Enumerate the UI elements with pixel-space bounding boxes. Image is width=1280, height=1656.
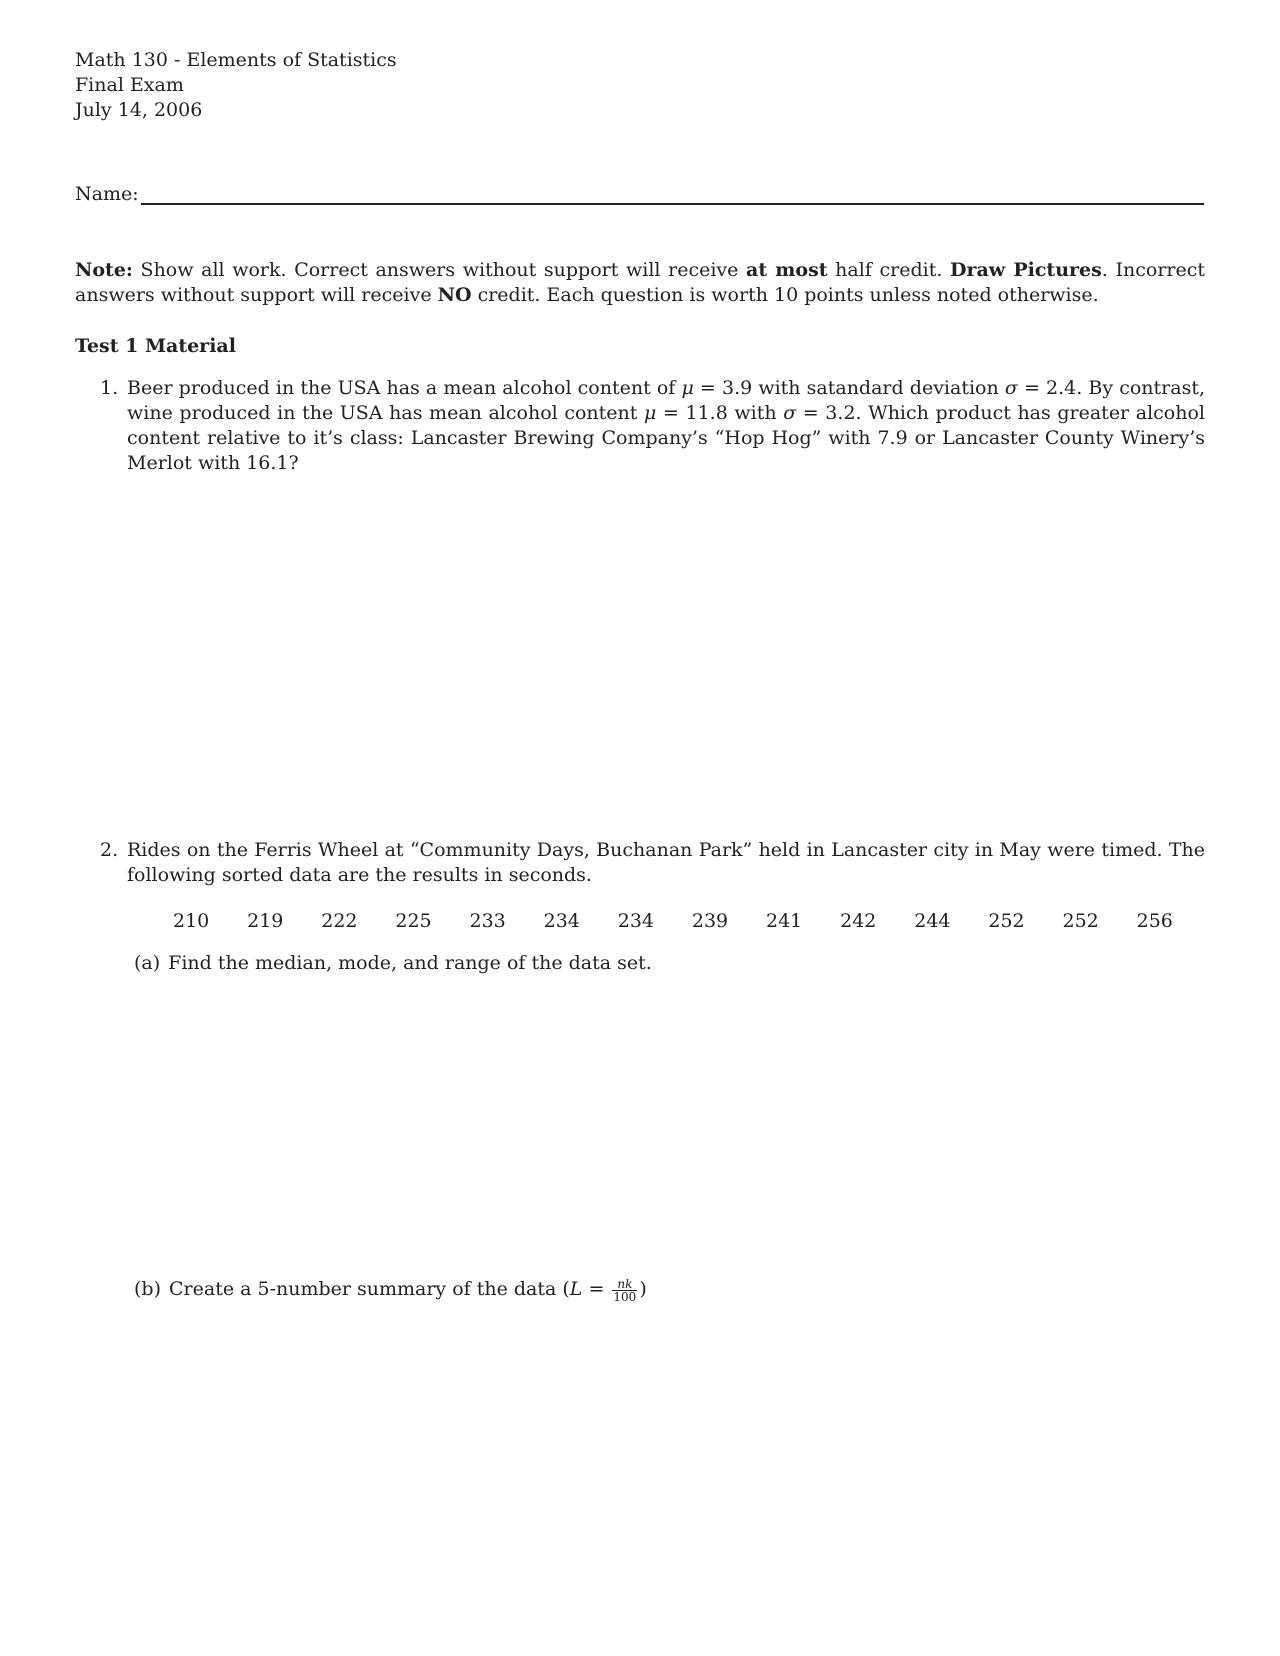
course-title: Math 130 - Elements of Statistics bbox=[75, 49, 397, 71]
formula-fraction bbox=[612, 1278, 637, 1303]
note-text-3: . Incorrect answers without support will receive bbox=[75, 259, 1205, 306]
note-bold-draw-pictures: Draw Pictures bbox=[950, 259, 1102, 281]
data-value: 256 bbox=[1136, 910, 1173, 932]
question-2b bbox=[134, 1277, 647, 1303]
exam-header bbox=[75, 48, 397, 123]
exam-date: July 14, 2006 bbox=[75, 99, 203, 121]
note-text-2: half credit. bbox=[827, 259, 950, 281]
formula-equals: = bbox=[582, 1278, 611, 1300]
subquestion-label: (a) bbox=[134, 952, 161, 974]
data-value: 242 bbox=[840, 910, 877, 932]
data-value: 252 bbox=[1062, 910, 1099, 932]
note-text-1: Show all work. Correct answers without support will receive bbox=[132, 259, 747, 281]
data-value: 233 bbox=[469, 910, 506, 932]
question-2 bbox=[100, 838, 1205, 888]
question-number: 1. bbox=[100, 377, 119, 399]
data-value: 241 bbox=[766, 910, 803, 932]
data-value: 219 bbox=[247, 910, 284, 932]
data-values-row bbox=[173, 910, 1173, 932]
name-label: Name: bbox=[75, 183, 139, 205]
note-text-4: credit. Each question is worth 10 points unless noted otherwise. bbox=[471, 284, 1099, 306]
data-value: 234 bbox=[617, 910, 655, 932]
note-bold-no: NO bbox=[437, 284, 472, 306]
note-lead: Note: bbox=[75, 259, 133, 281]
data-value: 239 bbox=[691, 910, 729, 932]
name-field bbox=[75, 183, 1204, 205]
fraction-denominator: 100 bbox=[613, 1289, 637, 1304]
subquestion-label: (b) bbox=[134, 1278, 161, 1300]
subquestion-text: Create a 5-number summary of the data ( bbox=[169, 1278, 570, 1300]
formula-close: ) bbox=[639, 1278, 647, 1300]
instructions-note bbox=[75, 258, 1205, 308]
formula-variable: L bbox=[569, 1278, 583, 1300]
data-value: 234 bbox=[543, 910, 580, 932]
section-title: Test 1 Material bbox=[75, 335, 236, 357]
name-blank-line[interactable] bbox=[141, 183, 1204, 205]
question-text: Beer produced in the USA has a mean alcohol content of μ = 3.9 with satandard deviation σ = 2.4. By contrast, wine produced in the USA has mean alcohol content μ = 11.8 with σ = 3.2. Which product has greater alcohol content relative to it’s class: Lancaster Brewing Company’s “Hop Hog” with 7.9 or Lancaster County Winery’s Merlot with 16.1? bbox=[127, 377, 1205, 474]
data-value: 222 bbox=[321, 910, 358, 932]
fraction-numerator: nk bbox=[612, 1278, 637, 1291]
data-value: 210 bbox=[173, 910, 210, 932]
subquestion-text: Find the median, mode, and range of the data set. bbox=[168, 952, 652, 974]
note-bold-at-most: at most bbox=[746, 259, 828, 281]
exam-title: Final Exam bbox=[75, 74, 184, 96]
data-value: 225 bbox=[395, 910, 432, 932]
data-value: 252 bbox=[988, 910, 1025, 932]
question-1 bbox=[100, 376, 1205, 476]
data-value: 244 bbox=[914, 910, 951, 932]
question-number: 2. bbox=[100, 839, 119, 861]
question-2a bbox=[134, 951, 652, 976]
question-text: Rides on the Ferris Wheel at “Community Days, Buchanan Park” held in Lancaster city in May were timed. The following sorted data are the results in seconds. bbox=[127, 839, 1205, 886]
